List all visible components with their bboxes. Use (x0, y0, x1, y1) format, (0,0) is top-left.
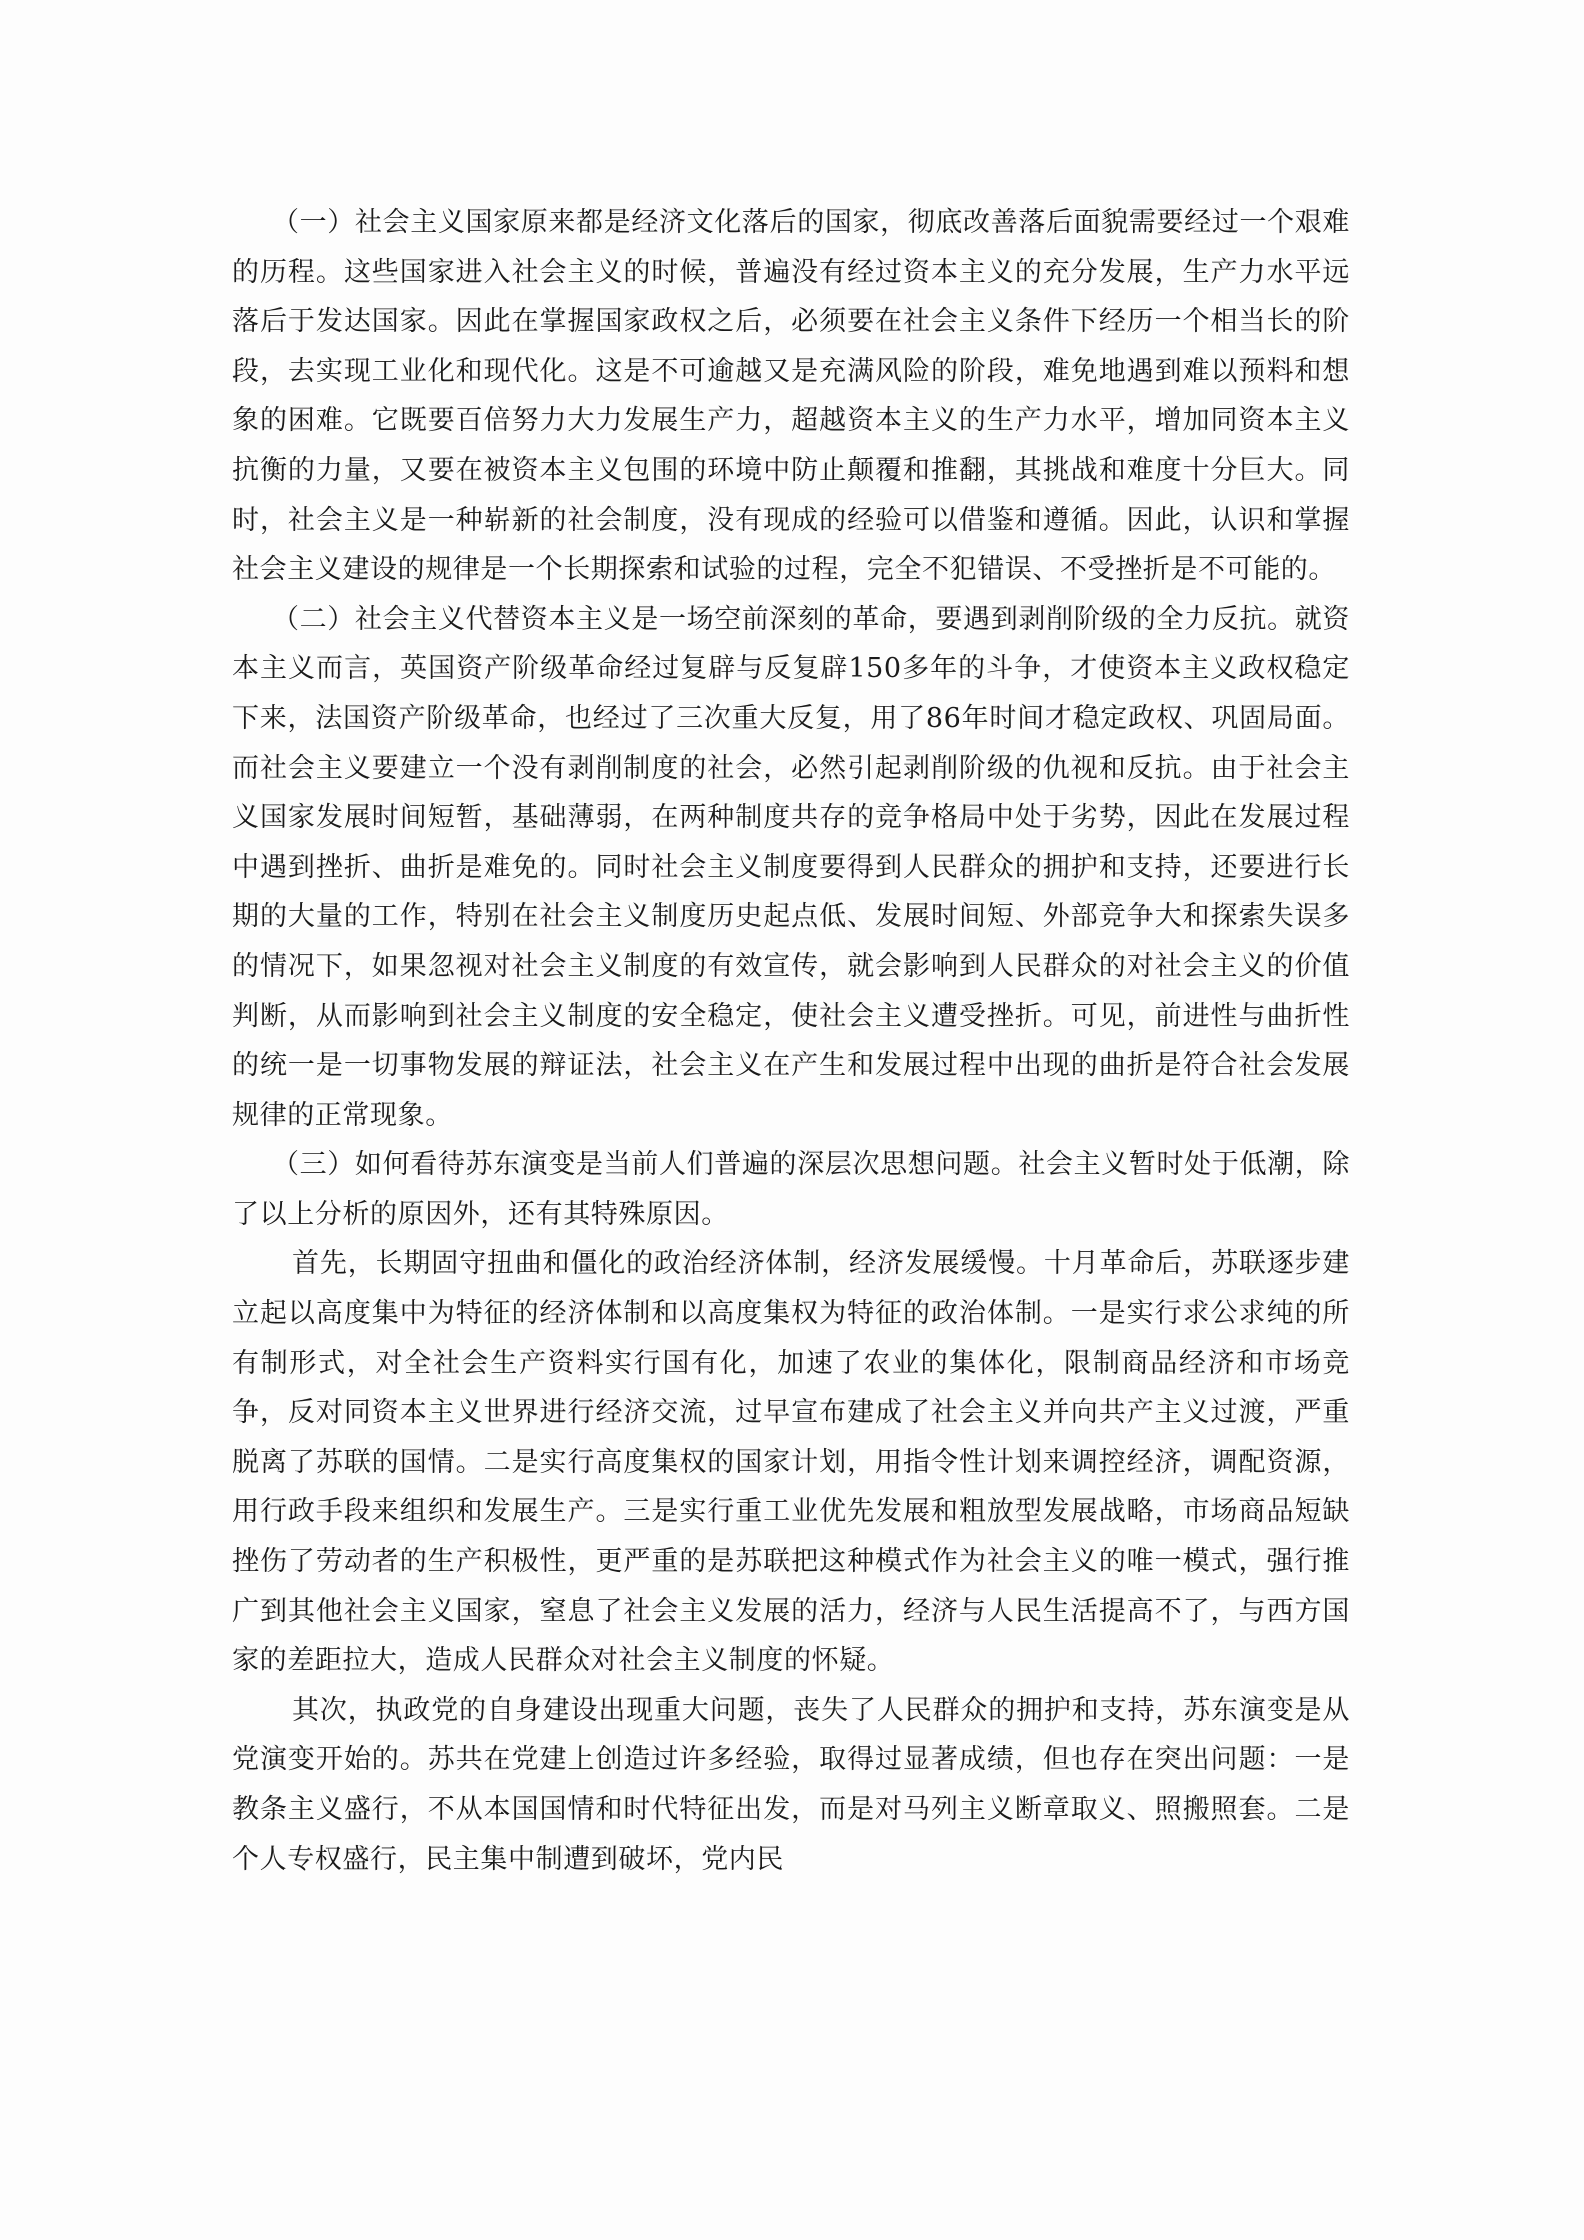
body-text (232, 198, 1350, 1884)
paragraph-4: 首先，长期固守扭曲和僵化的政治经济体制，经济发展缓慢。十月革命后，苏联逐步建立起以高度集中为特征的经济体制和以高度集权为特征的政治体制。一是实行求公求纯的所有制形式，对全社会生产资料实行国有化，加速了农业的集体化，限制商品经济和市场竞争，反对同资本主义世界进行经济交流，过早宣布建成了社会主义并向共产主义过渡，严重脱离了苏联的国情。二是实行高度集权的国家计划，用指令性计划来调控经济，调配资源，用行政手段来组织和发展生产。三是实行重工业优先发展和粗放型发展战略，市场商品短缺挫伤了劳动者的生产积极性，更严重的是苏联把这种模式作为社会主义的唯一模式，强行推广到其他社会主义国家，窒息了社会主义发展的活力，经济与人民生活提高不了，与西方国家的差距拉大，造成人民群众对社会主义制度的怀疑。 (232, 1248, 1350, 1677)
paragraph-5: 其次，执政党的自身建设出现重大问题，丧失了人民群众的拥护和支持，苏东演变是从党演变开始的。苏共在党建上创造过许多经验，取得过显著成绩，但也存在突出问题：一是教条主义盛行，不从本国国情和时代特征出发，而是对马列主义断章取义、照搬照套。二是个人专权盛行，民主集中制遭到破坏，党内民 (232, 1694, 1350, 1875)
paragraph-3: （三）如何看待苏东演变是当前人们普遍的深层次思想问题。社会主义暂时处于低潮，除了以上分析的原因外，还有其特殊原因。 (232, 1149, 1350, 1230)
paragraph-2: （二）社会主义代替资本主义是一场空前深刻的革命，要遇到剥削阶级的全力反抗。就资本主义而言，英国资产阶级革命经过复辟与反复辟150多年的斗争，才使资本主义政权稳定下来，法国资产阶级革命，也经过了三次重大反复，用了86年时间才稳定政权、巩固局面。而社会主义要建立一个没有剥削制度的社会，必然引起剥削阶级的仇视和反抗。由于社会主义国家发展时间短暂，基础薄弱，在两种制度共存的竞争格局中处于劣势，因此在发展过程中遇到挫折、曲折是难免的。同时社会主义制度要得到人民群众的拥护和支持，还要进行长期的大量的工作，特别在社会主义制度历史起点低、发展时间短、外部竞争大和探索失误多的情况下，如果忽视对社会主义制度的有效宣传，就会影响到人民群众的对社会主义的价值判断，从而影响到社会主义制度的安全稳定，使社会主义遭受挫折。可见，前进性与曲折性的统一是一切事物发展的辩证法，社会主义在产生和发展过程中出现的曲折是符合社会发展规律的正常现象。 (232, 603, 1350, 1131)
paragraph-1: （一）社会主义国家原来都是经济文化落后的国家，彻底改善落后面貌需要经过一个艰难的历程。这些国家进入社会主义的时候，普遍没有经过资本主义的充分发展，生产力水平远落后于发达国家。因此在掌握国家政权之后，必须要在社会主义条件下经历一个相当长的阶段，去实现工业化和现代化。这是不可逾越又是充满风险的阶段，难免地遇到难以预料和想象的困难。它既要百倍努力大力发展生产力，超越资本主义的生产力水平，增加同资本主义抗衡的力量，又要在被资本主义包围的环境中防止颠覆和推翻，其挑战和难度十分巨大。同时，社会主义是一种崭新的社会制度，没有现成的经验可以借鉴和遵循。因此，认识和掌握社会主义建设的规律是一个长期探索和试验的过程，完全不犯错误、不受挫折是不可能的。 (232, 207, 1350, 586)
